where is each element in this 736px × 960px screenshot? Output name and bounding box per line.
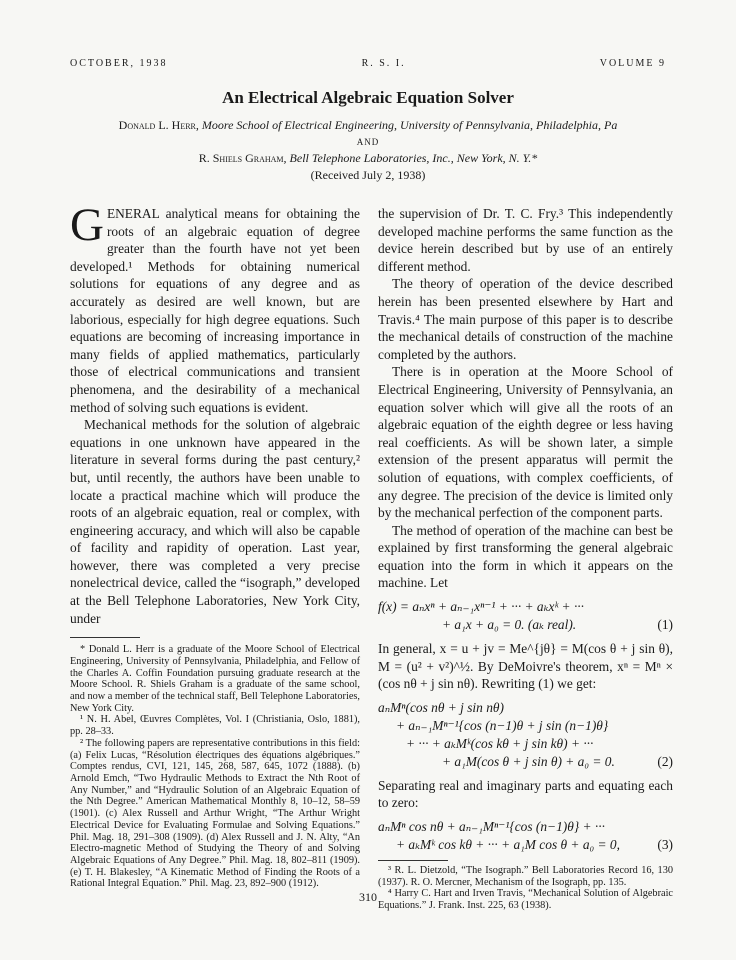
paper-title: An Electrical Algebraic Equation Solver — [222, 88, 514, 107]
left-column — [70, 199, 360, 890]
right-paragraph-1: the supervision of Dr. T. C. Fry.³ This independently developed machine performs the same function as the device herein described but by use of an entirely different method. — [378, 206, 673, 274]
header-volume: VOLUME 9 — [599, 58, 666, 69]
received-date: (Received July 2, 1938) — [310, 167, 426, 182]
and-separator: AND — [356, 136, 380, 147]
right-paragraph-2: The theory of operation of the device described herein has been presented elsewhere by Hart and Travis.⁴ The main purpose of this paper is to describe the mechanical details of construction of the machine completed by the authors. — [378, 276, 673, 362]
running-head — [70, 58, 666, 69]
equation-3-line-2: + aₖMᵏ cos kθ + ··· + a₁M cos θ + a₀ = 0, — [396, 837, 620, 853]
footnote-2: ² The following papers are representative contributions in this field: (a) Felix Lucas, “Résolution électriques des équations algébriques.” Comptes rendus, CVI, 121, 145, 268, 587, 645, 1072 (1888). (b) Arnold Emch, “Two Hydraulic Methods to Extract the Nth Root of Any Number,” and “Hydraulic Solution of an Algebraic Equation of the Nth Degree.” American Mathematical Monthly 8, 10–12, 58–59 (1901). (c) Alex Russell and Arthur Wright, “The Arthur Wright Electrical Device for Evaluating Formulae and Solving Equations.” Phil. Mag. 18, 291–308 (1909). (d) Alex Russell and J. N. Alty, “An Electro-magnetic Method of Studying the Theory of and Solving Algebraic Equations of Any Degree.” Phil. Mag. 18, 802–811 (1909). (e) T. H. Blakesley, “A Kinematic Method of Finding the Roots of a Rational Integral Equation.” Phil. Mag. 23, 892–900 (1912). — [70, 737, 360, 890]
author-1-affiliation: , Moore School of Electrical Engineering, University of Pennsylvania, Philadelphia, Pa — [195, 118, 618, 132]
left-paragraph-1 — [70, 199, 360, 416]
right-paragraph-6: Separating real and imaginary parts and equating each to zero: — [378, 777, 673, 811]
author-block — [40, 117, 696, 183]
drop-cap: G — [70, 199, 104, 251]
right-paragraph-3: There is in operation at the Moore School of Electrical Engineering, University of Pennsylvania, an equation solver which will give all the roots of an algebraic equation of the eighth degree or less having real coefficients. As will be shown later, a simple extension of the present apparatus will permit the solution of equations, with complex coefficients, of any degree. The precision of the device is limited only by the mechanical perfection of the component parts. — [378, 364, 673, 521]
equation-1-line-2: + a₁x + a₀ = 0. (aₖ real). — [442, 617, 577, 633]
right-paragraph-4: The method of operation of the machine can best be explained by first transforming the general algebraic equation into the form in which it appears on the machine. Let — [378, 522, 673, 591]
equation-1 — [378, 598, 673, 634]
page-number: 310 — [359, 890, 377, 904]
author-2-name: R. Shiels Graham — [198, 151, 284, 165]
footnote-rule — [70, 637, 140, 638]
equation-2-line-1: aₙMⁿ(cos nθ + j sin nθ) — [378, 699, 504, 715]
author-line-1 — [40, 117, 696, 134]
footnote-3: ³ R. L. Dietzold, “The Isograph.” Bell Laboratories Record 16, 130 (1937). R. O. Mercner, Mechanism of the Isograph, pp. 135. — [378, 865, 673, 888]
author-2-affiliation: , Bell Telephone Laboratories, Inc., New York, N. Y.* — [283, 151, 538, 165]
footnote-4: ⁴ Harry C. Hart and Irven Travis, “Mechanical Solution of Algebraic Equations.” J. Frank. Inst. 225, 63 (1938). — [378, 888, 673, 912]
footnote-rule-right — [378, 860, 448, 861]
equation-3-line-1: aₙMⁿ cos nθ + aₙ₋₁Mⁿ⁻¹{cos (n−1)θ} + ··· — [378, 819, 605, 835]
equation-2-number: (2) — [657, 753, 673, 769]
footnote-1: ¹ N. H. Abel, Œuvres Complètes, Vol. I (Christiania, Oslo, 1881), pp. 28–33. — [70, 714, 360, 738]
equation-3 — [378, 818, 673, 854]
author-line-2 — [40, 150, 696, 167]
left-paragraph-1-text: ENERAL analytical means for obtaining the roots of an algebraic equation of degree greater than the fourth have not yet been developed.¹ Methods for obtaining numerical solutions for equations of any degree and as accurately as desired are well known, but are laborious, especially for high degree equations. Such equations are becoming of increasing importance in many fields of applied mathematics, particularly those of electrical communications and transient phenomena, and the desirability of a mechanical method of solving such equations is evident. — [70, 206, 360, 415]
equation-2 — [378, 699, 673, 771]
author-1-name: Donald L. Herr — [118, 118, 196, 132]
equation-1-number: (1) — [657, 617, 673, 633]
header-journal: R. S. I. — [361, 58, 406, 69]
header-date: OCTOBER, 1938 — [70, 58, 168, 69]
equation-1-line-1: f(x) = aₙxⁿ + aₙ₋₁xⁿ⁻¹ + ··· + aₖxᵏ + ··· — [378, 599, 584, 615]
footnote-author-bio: * Donald L. Herr is a graduate of the Moore School of Electrical Engineering, University of Pennsylvania, Philadelphia, and Fellow of the Charles A. Coffin Foundation pursuing graduate research at the Moore School. R. Shiels Graham is a graduate of the same school, and now a member of the technical staff, Bell Telephone Laboratories, New York City. — [70, 644, 360, 714]
right-paragraph-5: In general, x = u + jv = Me^{jθ} = M(cos θ + j sin θ), M = (u² + v²)^½. By DeMoivre's theorem, xⁿ = Mⁿ × (cos nθ + j sin nθ). Rewriting (1) we get: — [378, 641, 673, 692]
equation-3-number: (3) — [657, 837, 673, 853]
equation-2-line-3: + ··· + aₖMᵏ(cos kθ + j sin kθ) + ··· — [406, 735, 594, 751]
left-paragraph-2: Mechanical methods for the solution of algebraic equations in one unknown have appeared in the literature in several forms during the past century,² but, until recently, the authors have been unable to locate a practical machine which will produce the roots of an algebraic equation, real or complex, with engineering accuracy, and which will also be capable of facility and rapidity of operation. Last year, however, there was completed a very precise nonelectrical device, called the “isograph,” developed at the Bell Telephone Laboratories, New York City, under — [70, 417, 360, 626]
equation-2-line-2: + aₙ₋₁Mⁿ⁻¹{cos (n−1)θ + j sin (n−1)θ} — [396, 717, 609, 733]
equation-2-line-4: + a₁M(cos θ + j sin θ) + a₀ = 0. — [442, 753, 615, 769]
right-column — [378, 205, 673, 912]
